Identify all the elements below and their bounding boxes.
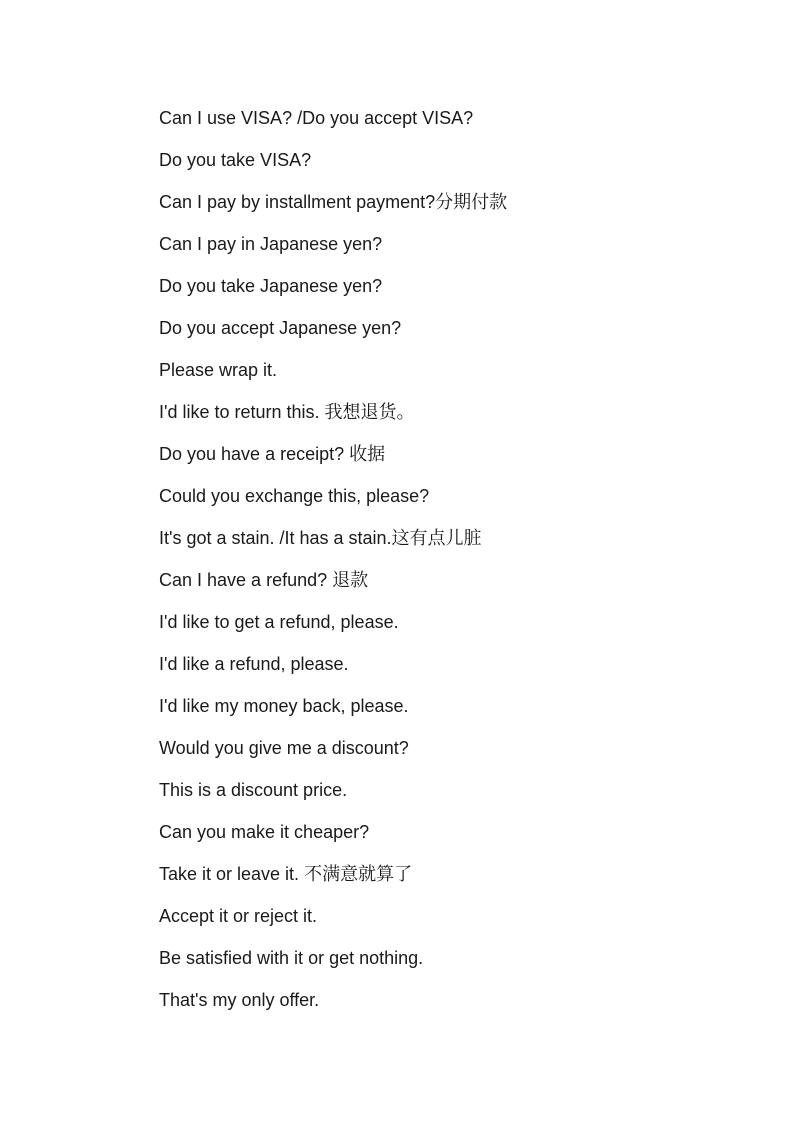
- phrase-line: Can I have a refund? 退款: [159, 570, 369, 590]
- phrase-line: This is a discount price.: [159, 780, 348, 800]
- phrase-line: I'd like my money back, please.: [159, 696, 409, 716]
- phrase-line: That's my only offer.: [159, 990, 320, 1010]
- phrase-list: [159, 105, 759, 1029]
- phrase-line: Please wrap it.: [159, 360, 278, 380]
- phrase-line: Would you give me a discount?: [159, 738, 409, 758]
- phrase-line: It's got a stain. /It has a stain.这有点儿脏: [159, 528, 482, 548]
- phrase-line: Do you take Japanese yen?: [159, 276, 383, 296]
- phrase-line: Be satisfied with it or get nothing.: [159, 948, 424, 968]
- phrase-line: Can you make it cheaper?: [159, 822, 370, 842]
- phrase-line: I'd like to return this. 我想退货。: [159, 402, 415, 422]
- phrase-line: Do you take VISA?: [159, 150, 312, 170]
- phrase-line: I'd like a refund, please.: [159, 654, 349, 674]
- phrase-line: Can I use VISA? /Do you accept VISA?: [159, 108, 474, 128]
- phrase-line: I'd like to get a refund, please.: [159, 612, 399, 632]
- phrase-line: Could you exchange this, please?: [159, 486, 430, 506]
- phrase-line: Do you have a receipt? 收据: [159, 444, 386, 464]
- phrase-line: Accept it or reject it.: [159, 906, 318, 926]
- phrase-line: Do you accept Japanese yen?: [159, 318, 402, 338]
- phrase-line: Can I pay in Japanese yen?: [159, 234, 383, 254]
- phrase-line: Can I pay by installment payment?分期付款: [159, 192, 508, 212]
- phrase-line: Take it or leave it. 不满意就算了: [159, 864, 413, 884]
